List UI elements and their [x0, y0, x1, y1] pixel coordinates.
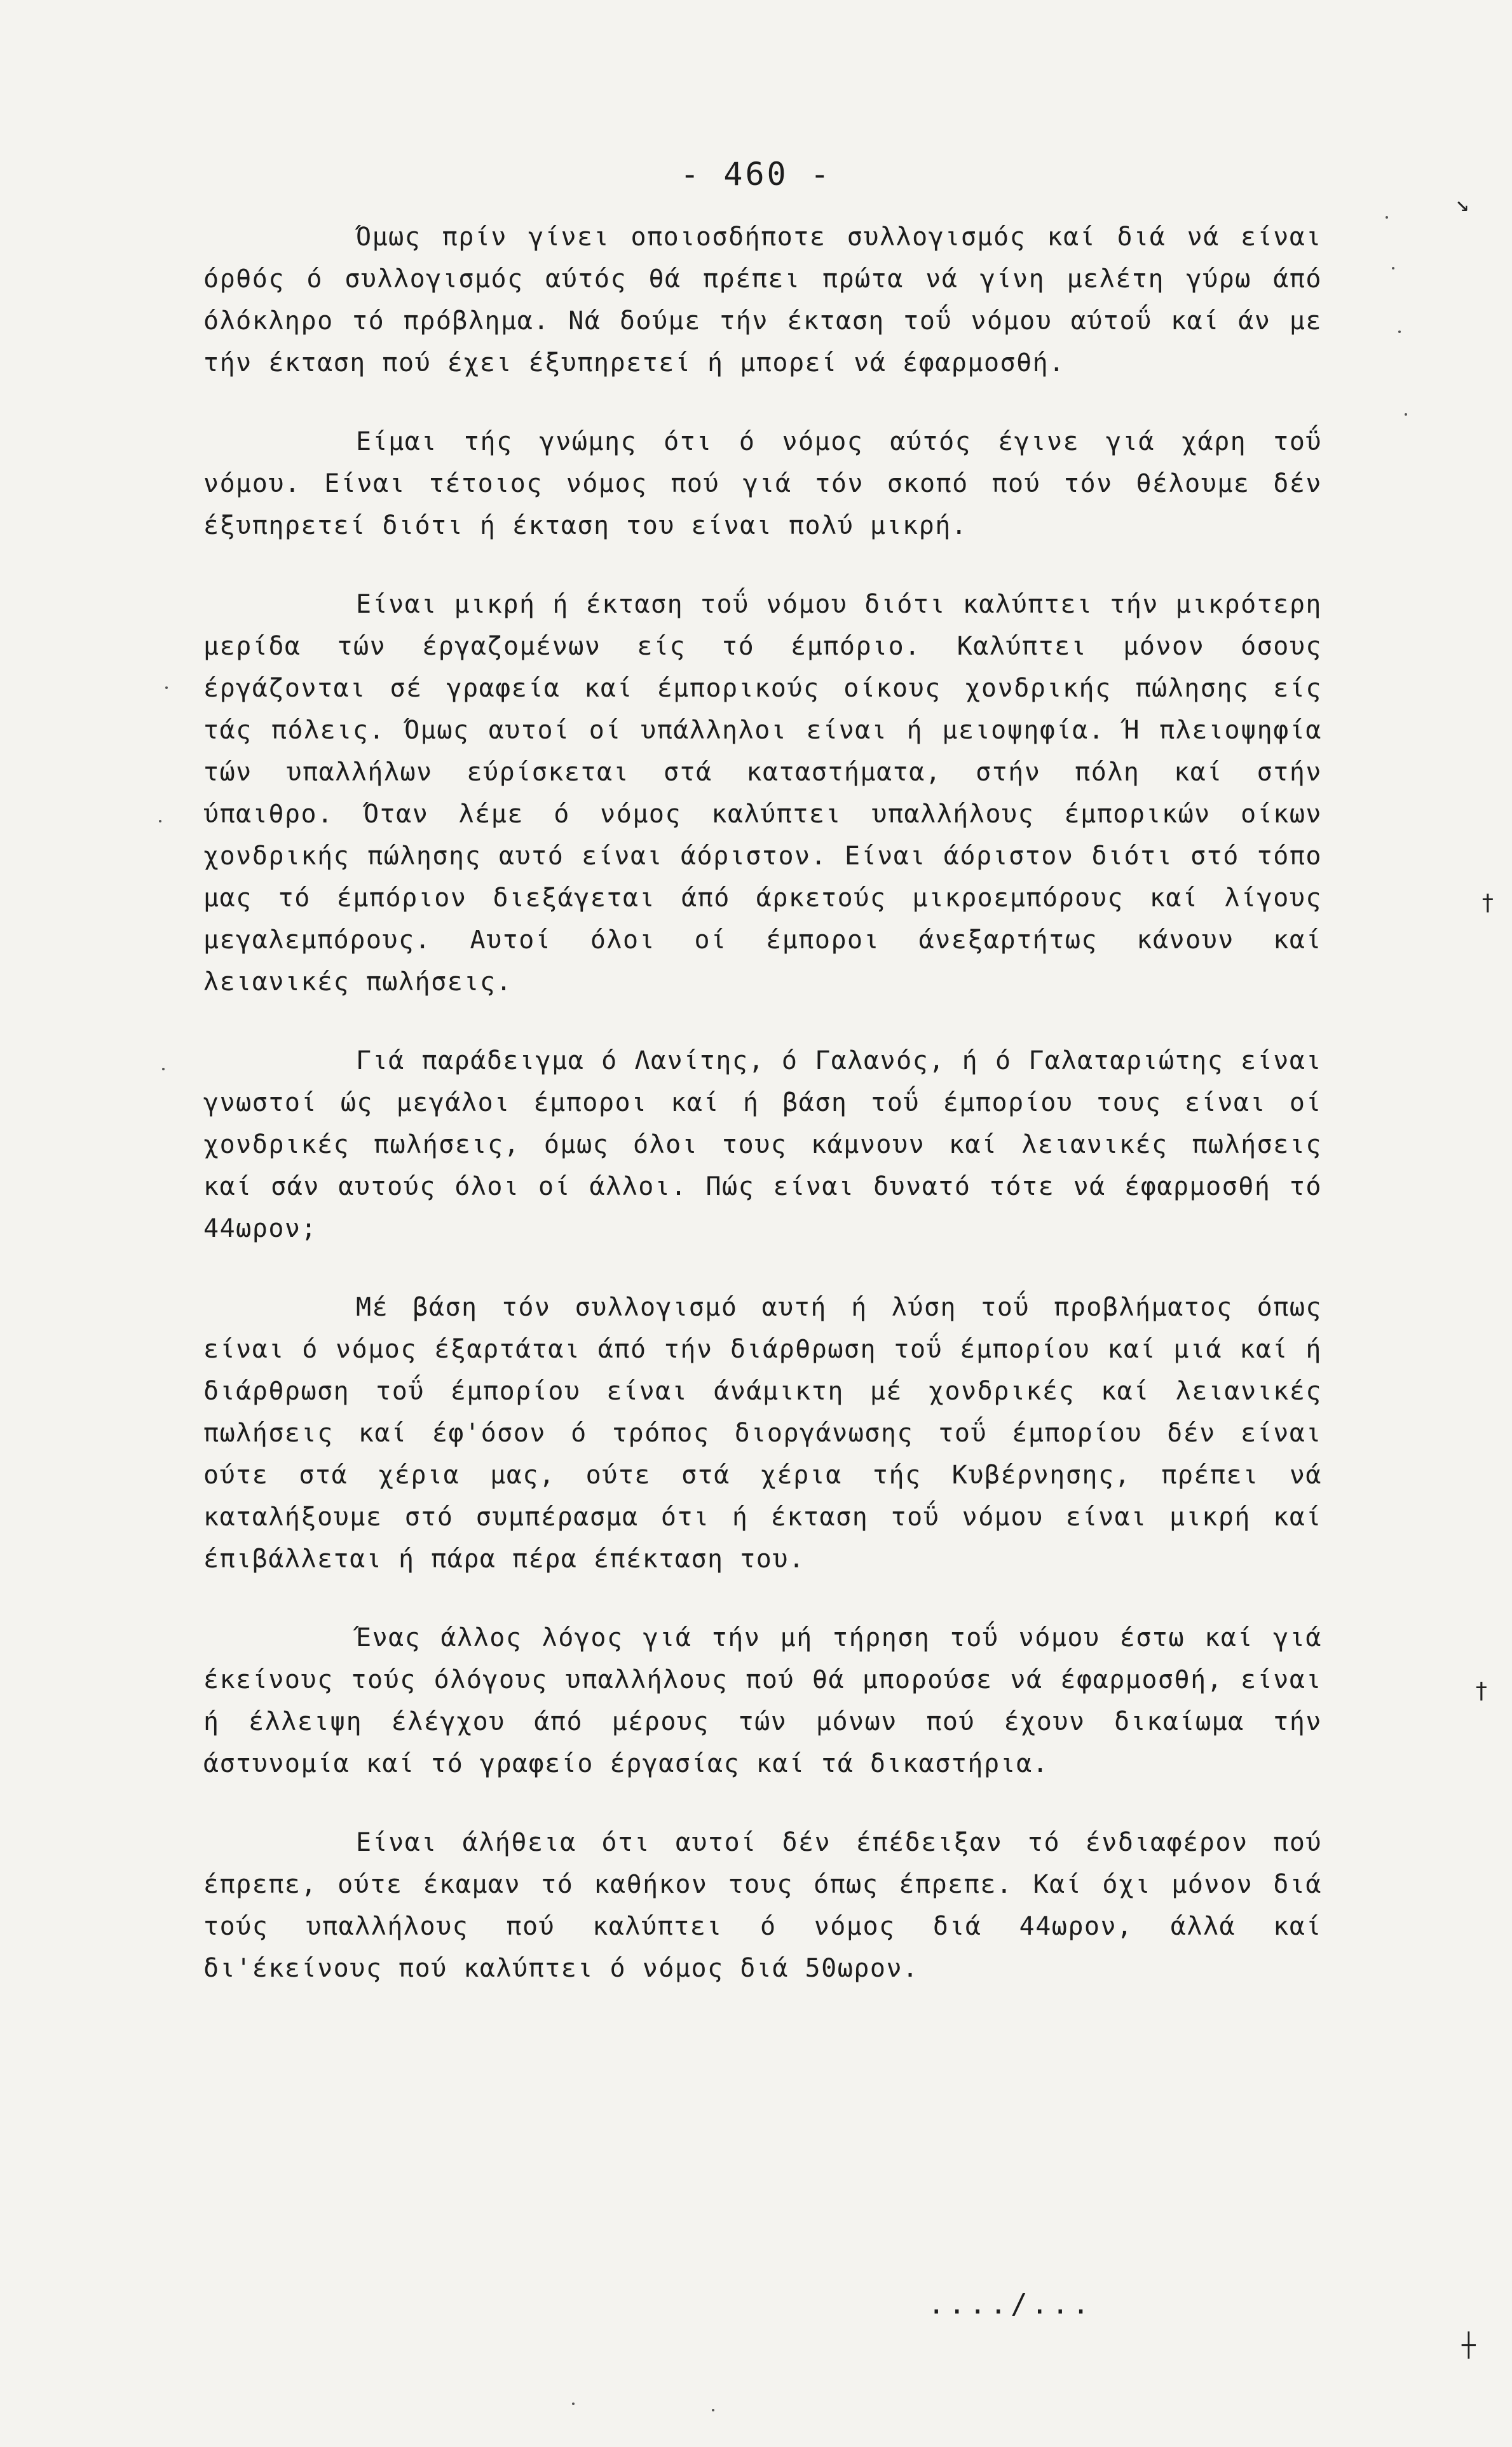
margin-mark-icon: †: [1481, 890, 1495, 916]
scan-speck: [165, 686, 168, 689]
paragraph-4: Γιά παράδειγμα ό Λανίτης, ό Γαλανός, ή ό Γαλαταριώτης είναι γνωστοί ώς μεγάλοι έμποροι καί ή βάση τοΰ έμπορίου τους είναι οί χονδρικές πωλήσεις, όμως όλοι τους κάμνουν καί λειανικές πωλήσεις καί σάν αυτούς όλοι οί άλλοι. Πώς είναι δυνατό τότε νά έφαρμοσθή τό 44ωρον;: [203, 1046, 1322, 1243]
continuation-mark: ..../...: [928, 2288, 1093, 2321]
paragraph-3: Είναι μικρή ή έκταση τοΰ νόμου διότι καλύπτει τήν μικρότερη μερίδα τών έργαζομένων είς τό έμπόριο. Καλύπτει μόνον όσους έργάζονται σέ γραφεία καί έμπορικούς οίκους χονδρικής πώλησης είς τάς πόλεις. Όμως αυτοί οί υπάλληλοι είναι ή μειοψηφία. Ή πλειοψηφία τών υπαλλήλων εύρίσκεται στά καταστήματα, στήν πόλη καί στήν ύπαιθρο. Όταν λέμε ό νόμος καλύπτει υπαλλήλους έμπορικών οίκων χονδρικής πώλησης αυτό είναι άόριστον. Είναι άόριστον διότι στό τόπο μας τό έμπόριον διεξάγεται άπό άρκετούς μικροεμπόρους καί λίγους μεγαλεμπόρους. Αυτοί όλοι οί έμποροι άνεξαρτήτως κάνουν καί λειανικές πωλήσεις.: [203, 590, 1322, 997]
paragraph-1: Όμως πρίν γίνει οποιοσδήποτε συλλογισμός καί διά νά είναι όρθός ό συλλογισμός αύτός θά πρέπει πρώτα νά γίνη μελέτη γύρω άπό όλόκληρο τό πρόβλημα. Νά δούμε τήν έκταση τοΰ νόμου αύτοΰ καί άν με τήν έκταση πού έχει έξυπηρετεί ή μπορεί νά έφαρμοσθή.: [203, 222, 1322, 378]
paragraph-7: Είναι άλήθεια ότι αυτοί δέν έπέδειξαν τό ένδιαφέρον πού έπρεπε, ούτε έκαμαν τό καθήκον τους όπως έπρεπε. Καί όχι μόνον διά τούς υπαλλήλους πού καλύπτει ό νόμος διά 44ωρον, άλλά καί δι'έκείνους πού καλύπτει ό νόμος διά 50ωρον.: [203, 1828, 1322, 1983]
scan-speck: [1405, 413, 1407, 416]
paragraph-5: Μέ βάση τόν συλλογισμό αυτή ή λύση τοΰ προβλήματος όπως είναι ό νόμος έξαρτάται άπό τήν διάρθρωση τοΰ έμπορίου καί μιά καί ή διάρθρωση τοΰ έμπορίου είναι άνάμικτη μέ χονδρικές καί λειανικές πωλήσεις καί έφ'όσον ό τρόπος διοργάνωσης τοΰ έμπορίου δέν είναι ούτε στά χέρια μας, ούτε στά χέρια τής Κυβέρνησης, πρέπει νά καταλήξουμε στό συμπέρασμα ότι ή έκταση τοΰ νόμου είναι μικρή καί έπιβάλλεται ή πάρα πέρα έπέκταση του.: [203, 1293, 1322, 1574]
scan-speck: [572, 2403, 575, 2405]
margin-mark-icon: †: [1475, 1678, 1488, 1704]
scan-speck: [1392, 267, 1394, 269]
paragraph-2: Είμαι τής γνώμης ότι ό νόμος αύτός έγινε γιά χάρη τοΰ νόμου. Είναι τέτοιος νόμος πού γιά τόν σκοπό πού τόν θέλουμε δέν έξυπηρετεί διότι ή έκταση του είναι πολύ μικρή.: [203, 427, 1322, 540]
margin-mark-icon: ↘: [1455, 191, 1469, 217]
scan-speck: [159, 820, 161, 822]
body-text: [203, 216, 1322, 2026]
scan-speck: [1398, 331, 1401, 333]
margin-mark-icon: ┼: [1462, 2333, 1476, 2359]
scan-speck: [712, 2409, 714, 2411]
scan-speck: [1386, 216, 1388, 219]
paragraph-6: Ένας άλλος λόγος γιά τήν μή τήρηση τοΰ νόμου έστω καί γιά έκείνους τούς όλόγους υπαλλήλους πού θά μπορούσε νά έφαρμοσθή, είναι ή έλλειψη έλέγχου άπό μέρους τών μόνων πού έχουν δικαίωμα τήν άστυνομία καί τό γραφείο έργασίας καί τά δικαστήρια.: [203, 1623, 1322, 1778]
scan-speck: [162, 1068, 165, 1070]
page-number: - 460 -: [680, 156, 832, 193]
